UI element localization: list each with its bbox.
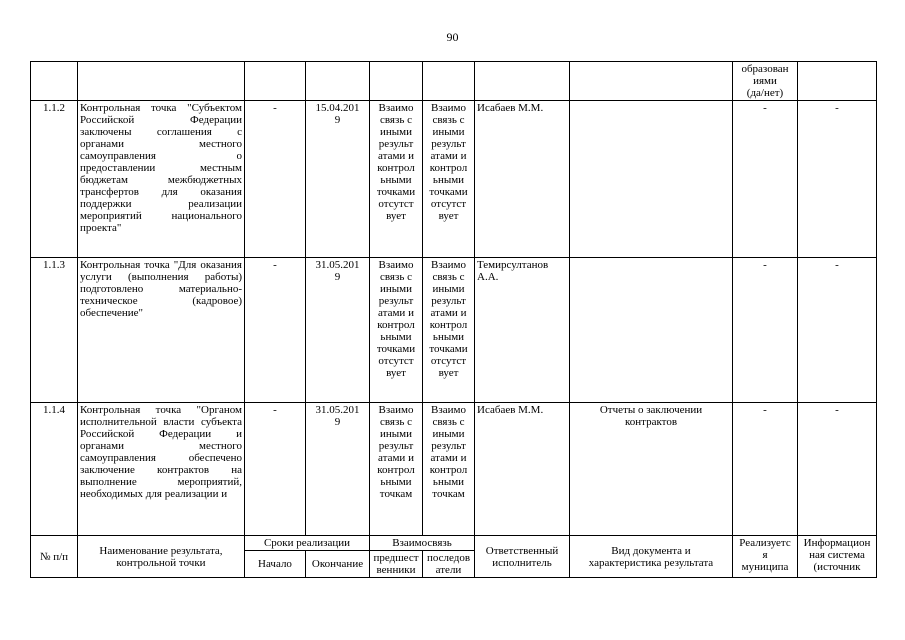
cell-document <box>570 101 733 258</box>
cell-num: 1.1.3 <box>31 258 78 403</box>
header-predecessors: предшест венники <box>370 551 423 578</box>
cell-start: - <box>245 403 306 536</box>
cell-info-system: - <box>798 258 877 403</box>
cell-municipal: - <box>733 101 798 258</box>
cell-document: Отчеты о заключении контрактов <box>570 403 733 536</box>
header-deadlines: Сроки реализации <box>245 536 370 551</box>
table-row <box>31 258 877 403</box>
header-document: Вид документа и характеристика результата <box>570 536 733 578</box>
cell-end: 15.04.201 9 <box>306 101 370 258</box>
cell-start: - <box>245 101 306 258</box>
cell-successors: Взаимо связь с иными результ атами и контрол ьными точками отсутст вует <box>423 101 475 258</box>
cell-successors: Взаимо связь с иными результ атами и контрол ьными точками отсутст вует <box>423 258 475 403</box>
cell-predecessors: Взаимо связь с иными результ атами и контрол ьными точками отсутст вует <box>370 101 423 258</box>
table-row <box>31 101 877 258</box>
cell-end: 31.05.201 9 <box>306 403 370 536</box>
table-row-continued <box>31 62 877 101</box>
header-start: Начало <box>245 551 306 578</box>
cell-responsible: Исабаев М.М. <box>475 101 570 258</box>
cell-start: - <box>245 258 306 403</box>
header-row <box>31 536 877 551</box>
cell-predecessors: Взаимо связь с иными результ атами и контрол ьными точкам <box>370 403 423 536</box>
cell-document <box>570 258 733 403</box>
header-successors: последов атели <box>423 551 475 578</box>
cell-successors: Взаимо связь с иными результ атами и контрол ьными точкам <box>423 403 475 536</box>
cell-name: Контрольная точка "Органом исполнительной власти субъекта Российской Федерации и органами местного самоуправления обеспечено заключение контрактов на выполнение мероприятий, необходимых для реализации и <box>78 403 245 536</box>
header-responsible: Ответственный исполнитель <box>475 536 570 578</box>
cell-end: 31.05.201 9 <box>306 258 370 403</box>
cell-responsible: Темирсултанов А.А. <box>475 258 570 403</box>
header-num: № п/п <box>31 536 78 578</box>
header-municipal: Реализуетс я муниципа <box>733 536 798 578</box>
cell-info-system: - <box>798 101 877 258</box>
results-table <box>30 61 877 578</box>
cell-num: 1.1.2 <box>31 101 78 258</box>
header-name: Наименование результата, контрольной точки <box>78 536 245 578</box>
cell-name: Контрольная точка "Субъектом Российской Федерации заключены соглашения с органами местного самоуправления о предоставлении местным бюджетам межбюджетных трансфертов для оказания поддержки реализации мероприятий национального проекта" <box>78 101 245 258</box>
table-row <box>31 403 877 536</box>
header-info-system: Информацион ная система (источник <box>798 536 877 578</box>
cell-info-system: - <box>798 403 877 536</box>
cell-name: Контрольная точка "Для оказания услуги (выполнения работы) подготовлено материально-техническое (кадровое) обеспечение" <box>78 258 245 403</box>
cell-responsible: Исабаев М.М. <box>475 403 570 536</box>
cell-predecessors: Взаимо связь с иными результ атами и контрол ьными точками отсутст вует <box>370 258 423 403</box>
cell-num: 1.1.4 <box>31 403 78 536</box>
cell-municipal: - <box>733 403 798 536</box>
cell-municipal: - <box>733 258 798 403</box>
cell-municipal: образован иями (да/нет) <box>733 62 798 101</box>
header-end: Окончание <box>306 551 370 578</box>
header-relation: Взаимосвязь <box>370 536 475 551</box>
page-number: 90 <box>446 30 459 44</box>
